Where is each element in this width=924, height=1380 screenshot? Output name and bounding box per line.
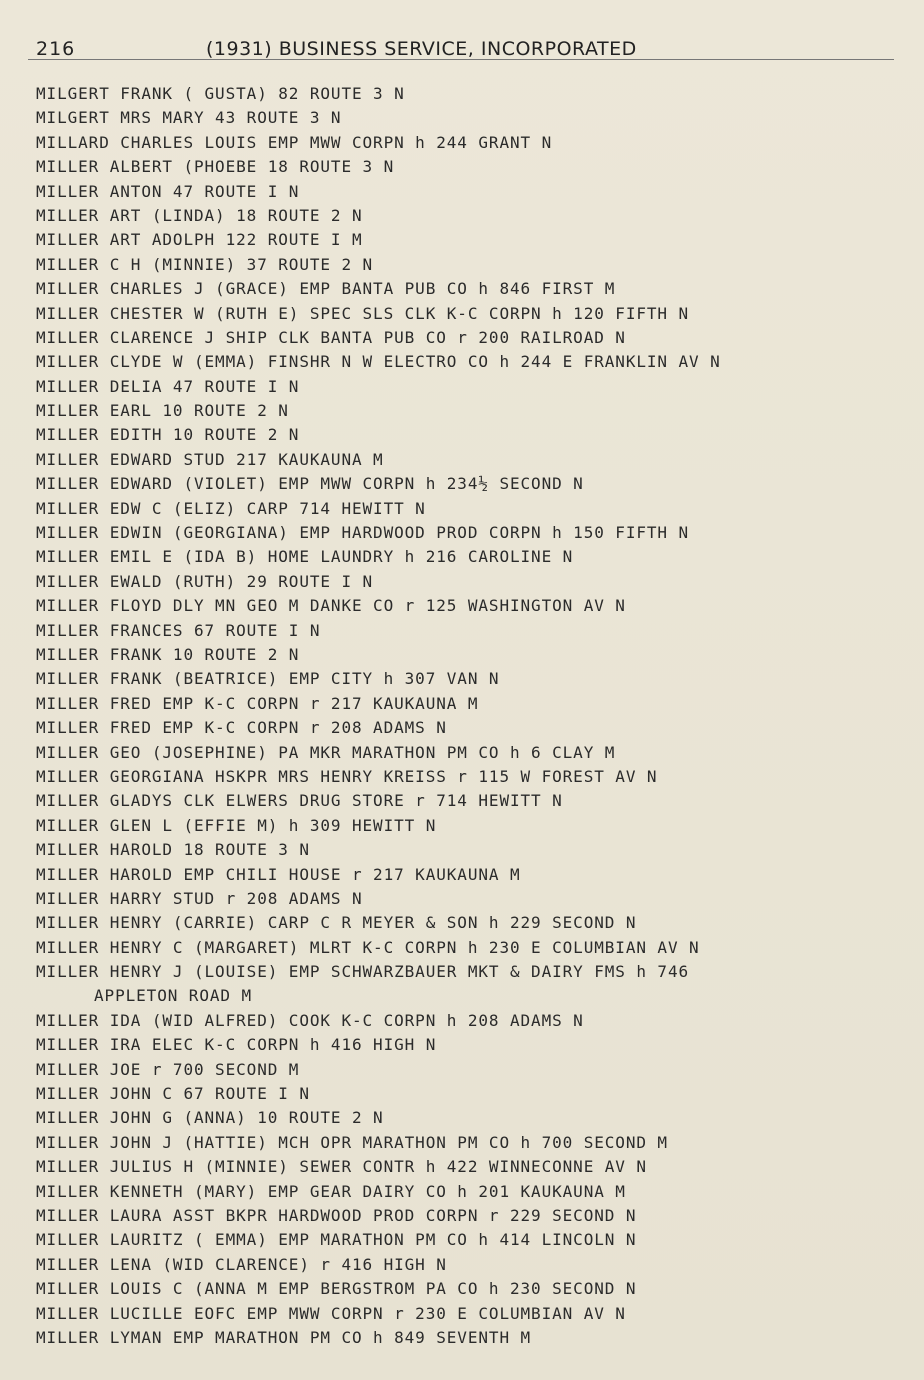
directory-entry: MILLER LOUIS C (ANNA M EMP BERGSTROM PA CO h 230 SECOND N bbox=[36, 1279, 637, 1299]
directory-entry: MILLER LENA (WID CLARENCE) r 416 HIGH N bbox=[36, 1254, 447, 1274]
directory-entry: MILLARD CHARLES LOUIS EMP MWW CORPN h 244 GRANT N bbox=[36, 132, 553, 152]
directory-entry: MILGERT MRS MARY 43 ROUTE 3 N bbox=[36, 108, 342, 128]
directory-entry: MILLER LAURA ASST BKPR HARDWOOD PROD CORPN r 229 SECOND N bbox=[36, 1205, 637, 1225]
directory-entry-continuation: APPLETON ROAD M bbox=[94, 986, 252, 1006]
directory-entry: MILLER EMIL E (IDA B) HOME LAUNDRY h 216 CAROLINE N bbox=[36, 547, 574, 567]
directory-entry: MILLER FRED EMP K-C CORPN r 217 KAUKAUNA M bbox=[36, 693, 479, 713]
directory-entry: MILLER ART (LINDA) 18 ROUTE 2 N bbox=[36, 205, 363, 225]
directory-entry: MILLER KENNETH (MARY) EMP GEAR DAIRY CO h 201 KAUKAUNA M bbox=[36, 1181, 626, 1201]
directory-entry: MILLER HAROLD 18 ROUTE 3 N bbox=[36, 840, 310, 860]
directory-entry: MILLER IRA ELEC K-C CORPN h 416 HIGH N bbox=[36, 1035, 437, 1055]
directory-entry: MILLER EDW C (ELIZ) CARP 714 HEWITT N bbox=[36, 498, 426, 518]
directory-entry: MILLER EDWIN (GEORGIANA) EMP HARDWOOD PROD CORPN h 150 FIFTH N bbox=[36, 523, 690, 543]
header-rule bbox=[28, 59, 894, 60]
directory-entry: MILLER FRANK 10 ROUTE 2 N bbox=[36, 644, 300, 664]
directory-entry: MILLER GEO (JOSEPHINE) PA MKR MARATHON PM CO h 6 CLAY M bbox=[36, 742, 616, 762]
directory-entry: MILLER DELIA 47 ROUTE I N bbox=[36, 376, 300, 396]
directory-entry: MILLER FRANCES 67 ROUTE I N bbox=[36, 620, 321, 640]
directory-entry: MILLER EWALD (RUTH) 29 ROUTE I N bbox=[36, 571, 374, 591]
directory-entry: MILLER JOHN C 67 ROUTE I N bbox=[36, 1084, 310, 1104]
directory-entry: MILLER HAROLD EMP CHILI HOUSE r 217 KAUKAUNA M bbox=[36, 864, 521, 884]
directory-entry: MILLER HENRY (CARRIE) CARP C R MEYER & SON h 229 SECOND N bbox=[36, 913, 637, 933]
directory-entry: MILLER GLEN L (EFFIE M) h 309 HEWITT N bbox=[36, 815, 437, 835]
directory-entry: MILLER C H (MINNIE) 37 ROUTE 2 N bbox=[36, 254, 374, 274]
directory-entry: MILLER ANTON 47 ROUTE I N bbox=[36, 181, 300, 201]
directory-entry: MILGERT FRANK ( GUSTA) 82 ROUTE 3 N bbox=[36, 84, 405, 103]
directory-entry: MILLER CLARENCE J SHIP CLK BANTA PUB CO r 200 RAILROAD N bbox=[36, 327, 626, 347]
directory-entry: MILLER LUCILLE EOFC EMP MWW CORPN r 230 E COLUMBIAN AV N bbox=[36, 1303, 626, 1323]
directory-entry: MILLER EDITH 10 ROUTE 2 N bbox=[36, 425, 300, 445]
directory-entry: MILLER CHESTER W (RUTH E) SPEC SLS CLK K-C CORPN h 120 FIFTH N bbox=[36, 303, 690, 323]
directory-entry: MILLER ART ADOLPH 122 ROUTE I M bbox=[36, 230, 363, 250]
directory-entry: MILLER HARRY STUD r 208 ADAMS N bbox=[36, 888, 363, 908]
directory-entries bbox=[36, 82, 916, 1350]
directory-entry: MILLER GLADYS CLK ELWERS DRUG STORE r 714 HEWITT N bbox=[36, 791, 563, 811]
directory-entry: MILLER JOE r 700 SECOND M bbox=[36, 1059, 300, 1079]
directory-entry: MILLER IDA (WID ALFRED) COOK K-C CORPN h 208 ADAMS N bbox=[36, 1010, 584, 1030]
running-title: (1931) BUSINESS SERVICE, INCORPORATED bbox=[206, 38, 637, 60]
directory-entry: MILLER FRED EMP K-C CORPN r 208 ADAMS N bbox=[36, 718, 447, 738]
directory-entry: MILLER FLOYD DLY MN GEO M DANKE CO r 125 WASHINGTON AV N bbox=[36, 596, 626, 616]
directory-entry: MILLER GEORGIANA HSKPR MRS HENRY KREISS r 115 W FOREST AV N bbox=[36, 766, 658, 786]
directory-entry: MILLER CLYDE W (EMMA) FINSHR N W ELECTRO CO h 244 E FRANKLIN AV N bbox=[36, 352, 721, 372]
directory-entry: MILLER EDWARD STUD 217 KAUKAUNA M bbox=[36, 449, 384, 469]
directory-entry: MILLER CHARLES J (GRACE) EMP BANTA PUB CO h 846 FIRST M bbox=[36, 279, 616, 299]
directory-entry: MILLER EARL 10 ROUTE 2 N bbox=[36, 401, 289, 421]
directory-entry: MILLER LAURITZ ( EMMA) EMP MARATHON PM CO h 414 LINCOLN N bbox=[36, 1230, 637, 1250]
directory-entry: MILLER JOHN G (ANNA) 10 ROUTE 2 N bbox=[36, 1108, 384, 1128]
directory-entry: MILLER HENRY C (MARGARET) MLRT K-C CORPN h 230 E COLUMBIAN AV N bbox=[36, 937, 700, 957]
directory-entry: MILLER ALBERT (PHOEBE 18 ROUTE 3 N bbox=[36, 157, 395, 177]
directory-entry: MILLER JULIUS H (MINNIE) SEWER CONTR h 422 WINNECONNE AV N bbox=[36, 1157, 647, 1177]
directory-entry: MILLER FRANK (BEATRICE) EMP CITY h 307 VAN N bbox=[36, 669, 500, 689]
directory-entry: MILLER JOHN J (HATTIE) MCH OPR MARATHON PM CO h 700 SECOND M bbox=[36, 1132, 668, 1152]
directory-entry: MILLER LYMAN EMP MARATHON PM CO h 849 SEVENTH M bbox=[36, 1327, 532, 1347]
page-header bbox=[36, 28, 888, 60]
page-number: 216 bbox=[36, 38, 76, 60]
directory-entry: MILLER HENRY J (LOUISE) EMP SCHWARZBAUER MKT & DAIRY FMS h 746 bbox=[36, 962, 690, 982]
directory-entry: MILLER EDWARD (VIOLET) EMP MWW CORPN h 234½ SECOND N bbox=[36, 474, 584, 494]
